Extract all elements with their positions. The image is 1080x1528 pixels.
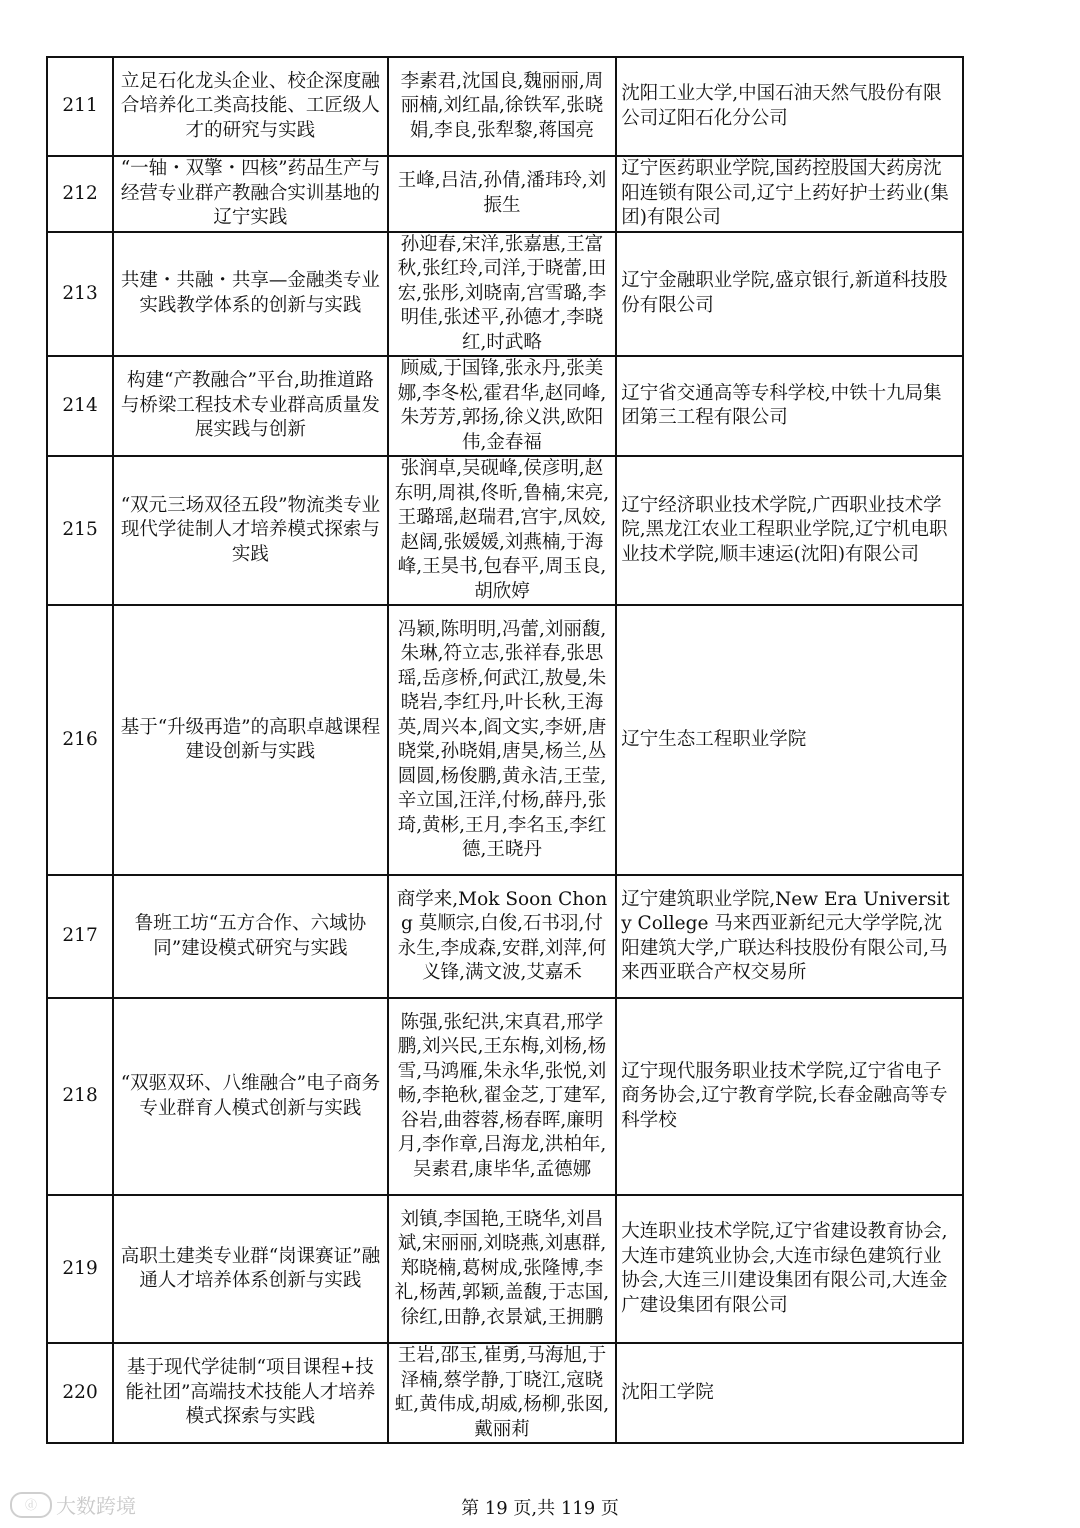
project-title: “双元三场双径五段”物流类专业现代学徒制人才培养模式探索与实践 bbox=[113, 456, 388, 605]
table-row bbox=[47, 605, 963, 875]
row-number: 216 bbox=[47, 605, 113, 875]
member-list: 王岩,邵玉,崔勇,马海旭,于泽楠,蔡学静,丁晓江,寇晓虹,黄伟成,胡威,杨柳,张囡,戴丽莉 bbox=[388, 1343, 616, 1443]
project-title: 构建“产教融合”平台,助推道路与桥梁工程技术专业群高质量发展实践与创新 bbox=[113, 356, 388, 456]
unit-list: 辽宁经济职业技术学院,广西职业技术学院,黑龙江农业工程职业学院,辽宁机电职业技术学院,顺丰速运(沈阳)有限公司 bbox=[616, 456, 963, 605]
table-row bbox=[47, 1195, 963, 1343]
member-list: 孙迎春,宋洋,张嘉惠,王富秋,张红玲,司洋,于晓蕾,田宏,张彤,刘晓南,宫雪璐,李明佳,张述平,孙德才,李晓红,时武略 bbox=[388, 232, 616, 357]
project-title: 基于“升级再造”的高职卓越课程建设创新与实践 bbox=[113, 605, 388, 875]
row-number: 220 bbox=[47, 1343, 113, 1443]
logo-icon: ⓓ bbox=[10, 1492, 52, 1518]
page-number: 第 19 页,共 119 页 bbox=[461, 1498, 619, 1519]
project-title: 高职土建类专业群“岗课赛证”融通人才培养体系创新与实践 bbox=[113, 1195, 388, 1343]
row-number: 211 bbox=[47, 57, 113, 156]
member-list: 刘镇,李国艳,王晓华,刘昌斌,宋丽丽,刘晓燕,刘惠群,郑晓楠,葛树成,张隆博,李礼,杨茜,郭颖,盖馥,于志国,徐红,田静,衣景斌,王拥鹏 bbox=[388, 1195, 616, 1343]
project-title: 鲁班工坊“五方合作、六域协同”建设模式研究与实践 bbox=[113, 875, 388, 998]
project-title: 基于现代学徒制“项目课程+技能社团”高端技术技能人才培养模式探索与实践 bbox=[113, 1343, 388, 1443]
member-list: 张润卓,吴砚峰,侯彦明,赵东明,周祺,佟昕,鲁楠,宋亮,王璐瑶,赵瑞君,宫宇,凤姣,赵阔,张媛媛,刘燕楠,于海峰,王昊书,包春平,周玉良,胡欣婷 bbox=[388, 456, 616, 605]
table-row bbox=[47, 156, 963, 232]
unit-list: 辽宁生态工程职业学院 bbox=[616, 605, 963, 875]
member-list: 李素君,沈国良,魏丽丽,周丽楠,刘红晶,徐铁军,张晓娟,李良,张犁黎,蒋国亮 bbox=[388, 57, 616, 156]
table-row bbox=[47, 998, 963, 1195]
member-list: 顾威,于国锋,张永丹,张美娜,李冬松,霍君华,赵同峰,朱芳芳,郭扬,徐义洪,欧阳伟,金春福 bbox=[388, 356, 616, 456]
project-title: “一轴・双擎・四核”药品生产与经营专业群产教融合实训基地的辽宁实践 bbox=[113, 156, 388, 232]
project-title: 共建・共融・共享—金融类专业实践教学体系的创新与实践 bbox=[113, 232, 388, 357]
unit-list: 辽宁现代服务职业技术学院,辽宁省电子商务协会,辽宁教育学院,长春金融高等专科学校 bbox=[616, 998, 963, 1195]
row-number: 219 bbox=[47, 1195, 113, 1343]
unit-list: 大连职业技术学院,辽宁省建设教育协会,大连市建筑业协会,大连市绿色建筑行业协会,大连三川建设集团有限公司,大连金广建设集团有限公司 bbox=[616, 1195, 963, 1343]
unit-list: 辽宁建筑职业学院,New Era University College 马来西亚新纪元大学学院,沈阳建筑大学,广联达科技股份有限公司,马来西亚联合产权交易所 bbox=[616, 875, 963, 998]
member-list: 王峰,吕洁,孙倩,潘玮玲,刘振生 bbox=[388, 156, 616, 232]
unit-list: 辽宁省交通高等专科学校,中铁十九局集团第三工程有限公司 bbox=[616, 356, 963, 456]
row-number: 212 bbox=[47, 156, 113, 232]
member-list: 商学来,Mok Soon Chong 莫顺宗,白俊,石书羽,付永生,李成森,安群,刘萍,何义锋,满文波,艾嘉禾 bbox=[388, 875, 616, 998]
table-row bbox=[47, 456, 963, 605]
unit-list: 沈阳工学院 bbox=[616, 1343, 963, 1443]
row-number: 215 bbox=[47, 456, 113, 605]
awards-table bbox=[46, 56, 964, 1444]
table-row bbox=[47, 875, 963, 998]
unit-list: 辽宁医药职业学院,国药控股国大药房沈阳连锁有限公司,辽宁上药好护士药业(集团)有限公司 bbox=[616, 156, 963, 232]
table-row bbox=[47, 57, 963, 156]
table-row bbox=[47, 232, 963, 357]
row-number: 214 bbox=[47, 356, 113, 456]
row-number: 217 bbox=[47, 875, 113, 998]
table-row bbox=[47, 356, 963, 456]
unit-list: 沈阳工业大学,中国石油天然气股份有限公司辽阳石化分公司 bbox=[616, 57, 963, 156]
unit-list: 辽宁金融职业学院,盛京银行,新道科技股份有限公司 bbox=[616, 232, 963, 357]
table-row bbox=[47, 1343, 963, 1443]
row-number: 213 bbox=[47, 232, 113, 357]
row-number: 218 bbox=[47, 998, 113, 1195]
member-list: 冯颖,陈明明,冯蕾,刘丽馥,朱琳,符立志,张祥春,张思瑶,岳彦桥,何武江,敖曼,朱晓岩,李红丹,叶长秋,王海英,周兴本,阎文实,李妍,唐晓棠,孙晓娟,唐昊,杨兰,丛圆圆,杨俊鹏,黄永洁,王莹,辛立国,汪洋,付杨,薛丹,张琦,黄彬,王月,李名玉,李红德,王晓丹 bbox=[388, 605, 616, 875]
watermark-text: 大数跨境 bbox=[56, 1494, 136, 1518]
project-title: “双驱双环、八维融合”电子商务专业群育人模式创新与实践 bbox=[113, 998, 388, 1195]
project-title: 立足石化龙头企业、校企深度融合培养化工类高技能、工匠级人才的研究与实践 bbox=[113, 57, 388, 156]
member-list: 陈强,张纪洪,宋真君,邢学鹏,刘兴民,王东梅,刘杨,杨雪,马鸿雁,朱永华,张悦,刘畅,李艳秋,翟金芝,丁建军,谷岩,曲蓉蓉,杨春晖,廉明月,李作章,吕海龙,洪柏年,吴素君,康毕华,孟德娜 bbox=[388, 998, 616, 1195]
